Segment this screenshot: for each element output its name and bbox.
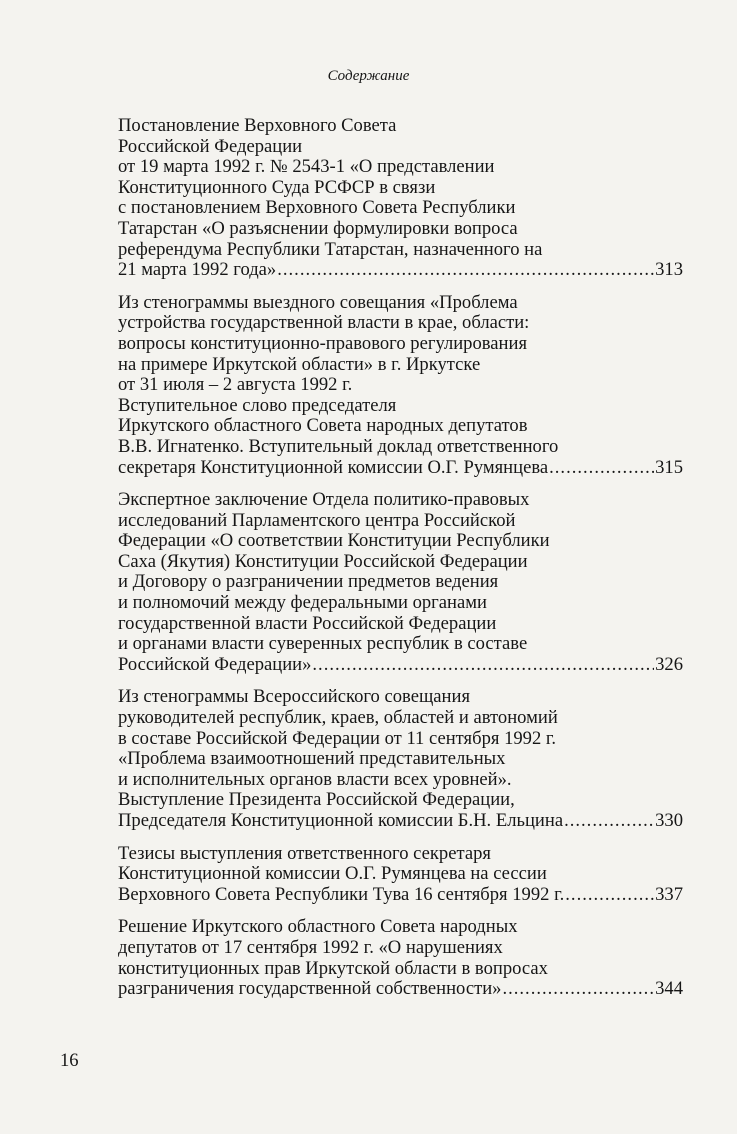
entry-text-line: референдума Республики Татарстан, назначенного на	[118, 238, 543, 260]
entry-text-line: с постановлением Верховного Совета Республики	[118, 197, 516, 219]
entry-text-line: от 31 июля – 2 августа 1992 г.	[118, 374, 353, 396]
entry-text-line: государственной власти Российской Федерации	[118, 612, 497, 634]
entry-text-line: в составе Российской Федерации от 11 сентября 1992 г.	[118, 727, 557, 749]
entry-text-line: Российской Федерации	[118, 135, 303, 157]
entry-text-line: руководителей республик, краев, областей и автономий	[118, 707, 558, 729]
entry-text-line: и полномочий между федеральными органами	[118, 592, 487, 614]
entry-last-line	[118, 885, 683, 906]
entry-text-line: Конституционной комиссии О.Г. Румянцева на сессии	[118, 863, 547, 885]
entry-text-line: Тезисы выступления ответственного секретаря	[118, 842, 491, 864]
page-number: 344	[655, 978, 683, 1000]
entry-text-line: Федерации «О соответствии Конституции Республики	[118, 530, 550, 552]
entry-text-line: Председателя Конституционной комиссии Б.Н. Ельцина	[118, 810, 564, 831]
dot-leader	[277, 260, 654, 281]
page-number: 326	[655, 653, 683, 675]
dot-leader	[565, 885, 654, 906]
toc-entry	[118, 116, 683, 281]
dot-leader	[312, 655, 654, 676]
page-number: 330	[655, 810, 683, 831]
toc-entry	[118, 917, 683, 999]
entry-text-line: Экспертное заключение Отдела политико-правовых	[118, 489, 530, 511]
entry-text-line: исследований Парламентского центра Российской	[118, 509, 516, 531]
entry-text-line: Решение Иркутского областного Совета народных	[118, 916, 518, 938]
entry-text-line: депутатов от 17 сентября 1992 г. «О нарушениях	[118, 936, 503, 958]
entry-text-line: Российской Федерации»	[118, 653, 312, 675]
entry-text-line: и органами власти суверенных республик в составе	[118, 633, 528, 655]
toc-entry	[118, 844, 683, 906]
dot-leader	[502, 979, 654, 1000]
entry-text-line: «Проблема взаимоотношений представительных	[118, 748, 506, 770]
entry-text-line: от 19 марта 1992 г. № 2543-1 «О представлении	[118, 156, 495, 178]
entry-last-line	[118, 655, 683, 676]
table-of-contents	[118, 116, 683, 1012]
page-number: 313	[655, 259, 683, 281]
entry-text-line: конституционных прав Иркутской области в вопросах	[118, 957, 548, 979]
entry-text-line: Из стенограммы выездного совещания «Проблема	[118, 291, 518, 313]
dot-leader	[564, 811, 654, 832]
toc-entry	[118, 293, 683, 478]
entry-text-line: и Договору о разграничении предметов ведения	[118, 571, 499, 593]
toc-entry	[118, 490, 683, 675]
running-head: Содержание	[327, 68, 410, 84]
entry-text-line: разграничения государственной собственности»	[118, 978, 502, 1000]
entry-text-line: Верховного Совета Республики Тува 16 сентября 1992 г.	[118, 883, 565, 905]
entry-text-line: 21 марта 1992 года»	[118, 259, 277, 281]
entry-text-line: Постановление Верховного Совета	[118, 115, 397, 136]
entry-last-line	[118, 979, 683, 1000]
entry-text-line: Из стенограммы Всероссийского совещания	[118, 686, 470, 708]
page-folio: 16	[60, 1050, 79, 1071]
entry-text-line: В.В. Игнатенко. Вступительный доклад ответственного	[118, 435, 559, 457]
entry-last-line	[118, 811, 683, 832]
entry-last-line	[118, 458, 683, 479]
entry-text-line: Татарстан «О разъяснении формулировки вопроса	[118, 217, 518, 239]
dot-leader	[549, 458, 654, 479]
entry-text-line: Выступление Президента Российской Федерации,	[118, 789, 515, 811]
entry-text-line: устройства государственной власти в крае, области:	[118, 312, 530, 334]
entry-text-line: на примере Иркутской области» в г. Иркутске	[118, 353, 481, 375]
page-number: 337	[655, 883, 683, 905]
entry-text-line: Вступительное слово председателя	[118, 394, 397, 416]
toc-entry	[118, 687, 683, 831]
entry-last-line	[118, 260, 683, 281]
entry-text-line: и исполнительных органов власти всех уровней».	[118, 768, 512, 790]
entry-text-line: Саха (Якутия) Конституции Российской Федерации	[118, 550, 528, 572]
entry-text-line: Иркутского областного Совета народных депутатов	[118, 415, 528, 437]
entry-text-line: секретаря Конституционной комиссии О.Г. Румянцева	[118, 456, 549, 478]
page-number: 315	[655, 456, 683, 478]
entry-text-line: Конституционного Суда РСФСР в связи	[118, 176, 436, 198]
entry-text-line: вопросы конституционно-правового регулирования	[118, 332, 528, 354]
